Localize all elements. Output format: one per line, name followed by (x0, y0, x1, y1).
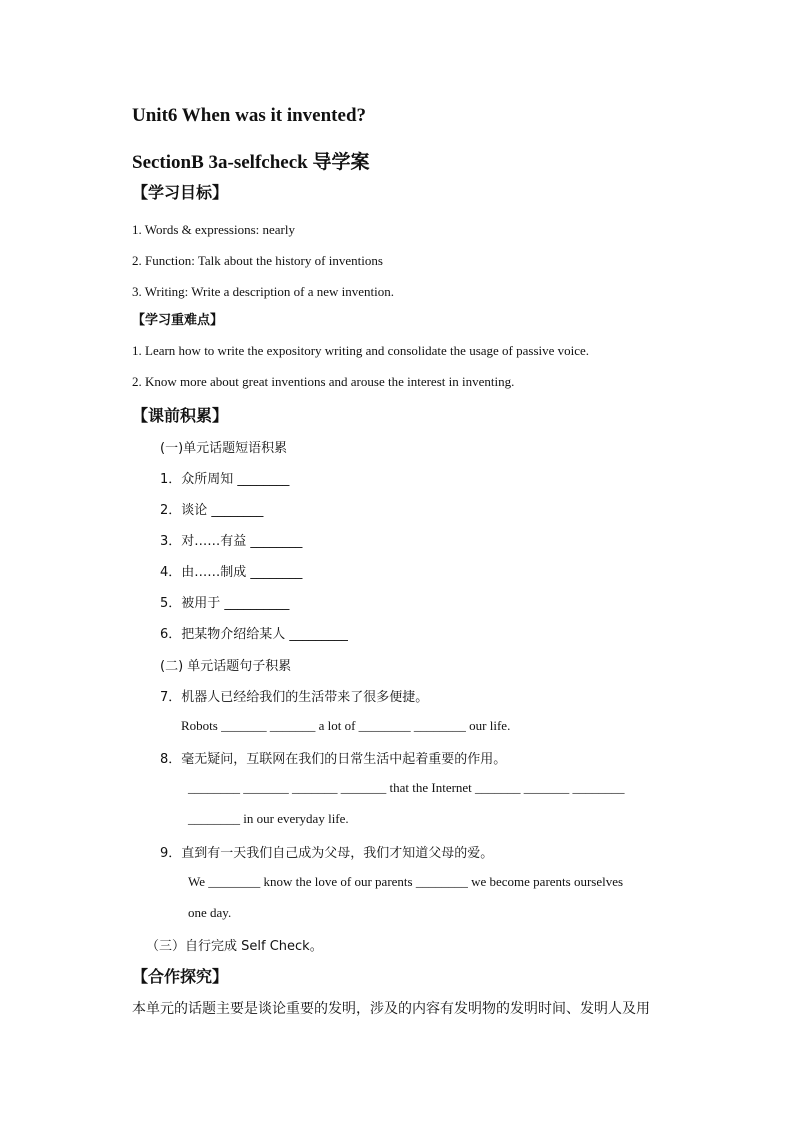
objective-item: 3. Writing: Write a description of a new invention. (132, 284, 395, 299)
self-check-title: （三）自行完成 Self Check。 (146, 939, 323, 954)
sentence-en: ________ _______ _______ _______ that the Internet _______ _______ ________ (188, 780, 625, 795)
phrase-item: 3．对……有益 ________ (160, 534, 303, 549)
page-title-line2: SectionB 3a-selfcheck 导学案 (132, 152, 370, 173)
page-title-line1: Unit6 When was it invented? (132, 105, 367, 126)
key-points-heading: 【学习重难点】 (132, 313, 224, 328)
sentence-cn: 7．机器人已经给我们的生活带来了很多便捷。 (160, 690, 429, 705)
key-point-item: 1. Learn how to write the expository writing and consolidate the usage of passive voice. (132, 343, 590, 358)
phrase-item: 6．把某物介绍给某人 _________ (160, 627, 348, 642)
phrase-item: 2．谈论 ________ (160, 503, 264, 518)
cooperation-heading: 【合作探究】 (132, 967, 229, 986)
sentence-en: Robots _______ _______ a lot of ________ ________ our life. (181, 718, 511, 733)
sentence-cn: 8．毫无疑问，互联网在我们的日常生活中起着重要的作用。 (160, 752, 507, 767)
sentence-en: We ________ know the love of our parents ________ we become parents ourselves (188, 874, 624, 889)
phrases-section-title: (一)单元话题短语积累 (160, 441, 288, 456)
sentence-en: one day. (188, 905, 232, 920)
phrase-item: 5．被用于 __________ (160, 596, 290, 611)
sentence-en: ________ in our everyday life. (188, 811, 349, 826)
cooperation-paragraph: 本单元的话题主要是谈论重要的发明，涉及的内容有发明物的发明时间、发明人及用 (132, 1001, 650, 1017)
key-point-item: 2. Know more about great inventions and arouse the interest in inventing. (132, 374, 515, 389)
objectives-heading: 【学习目标】 (132, 183, 229, 202)
sentence-cn: 9．直到有一天我们自己成为父母，我们才知道父母的爱。 (160, 846, 494, 861)
objective-item: 1. Words & expressions: nearly (132, 222, 295, 237)
phrase-item: 4．由……制成 ________ (160, 565, 303, 580)
objective-item: 2. Function: Talk about the history of inventions (132, 253, 383, 268)
sentences-section-title: (二) 单元话题句子积累 (160, 659, 292, 674)
phrase-item: 1．众所周知 ________ (160, 472, 290, 487)
preview-heading: 【课前积累】 (132, 406, 229, 425)
